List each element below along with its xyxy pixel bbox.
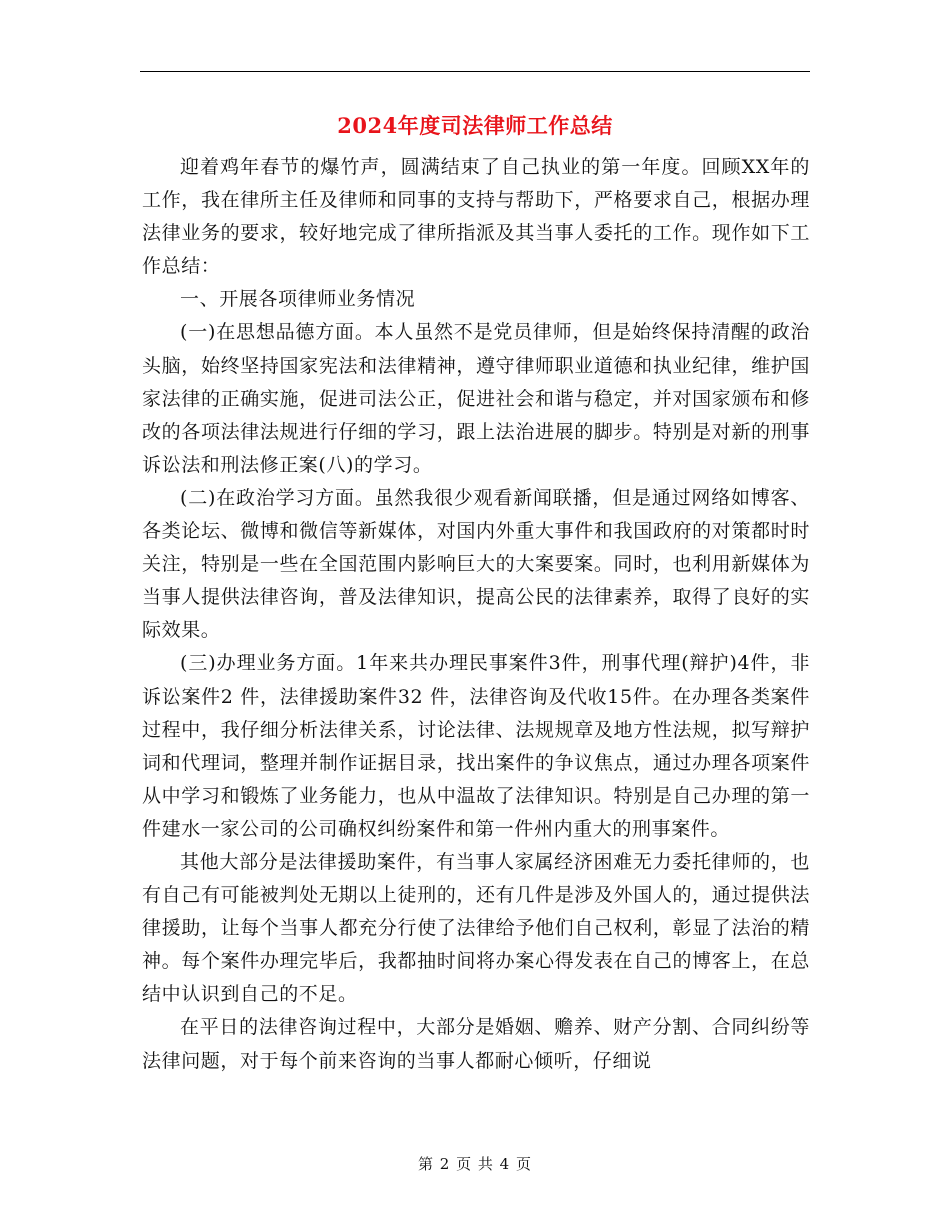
document-title: 2024年度司法律师工作总结 — [337, 113, 613, 138]
page-number: 第 2 页 共 4 页 — [418, 1155, 532, 1173]
paragraph-legal-aid: 其他大部分是法律援助案件，有当事人家属经济困难无力委托律师的，也有自己有可能被判处无期以上徒刑的，还有几件是涉及外国人的，通过提供法律援助，让每个当事人都充分行使了法律给予他们自己权利，彰显了法治的精神。每个案件办理完毕后，我都抽时间将办案心得发表在自己的博客上，在总结中认识到自己的不足。 — [142, 850, 810, 1006]
paragraph-politics: (二)在政治学习方面。虽然我很少观看新闻联播，但是通过网络如博客、各类论坛、微博和微信等新媒体，对国内外重大事件和我国政府的对策都时时关注，特别是一些在全国范围内影响巨大的大案要案。同时，也利用新媒体为当事人提供法律咨询，普及法律知识，提高公民的法律素养，取得了良好的实际效果。 — [142, 486, 810, 642]
header-rule — [140, 71, 810, 72]
paragraph-intro: 迎着鸡年春节的爆竹声，圆满结束了自己执业的第一年度。回顾XX年的工作，我在律所主任及律师和同事的支持与帮助下，严格要求自己，根据办理法律业务的要求，较好地完成了律所指派及其当事人委托的工作。现作如下工作总结： — [142, 156, 810, 278]
section-heading: 一、开展各项律师业务情况 — [180, 288, 416, 311]
paragraph-business: (三)办理业务方面。1年来共办理民事案件3件，刑事代理(辩护)4件，非诉讼案件2 件，法律援助案件32 件，法律咨询及代收15件。在办理各类案件过程中，我仔细分析法律关系，讨论法律、法规规章及地方性法规，拟写辩护词和代理词，整理并制作证据目录，找出案件的争议焦点，通过办理各项案件从中学习和锻炼了业务能力，也从中温故了法律知识。特别是自己办理的第一件建水一家公司的公司确权纠纷案件和第一件州内重大的刑事案件。 — [142, 652, 810, 840]
paragraph-ideology: (一)在思想品德方面。本人虽然不是党员律师，但是始终保持清醒的政治头脑，始终坚持国家宪法和法律精神，遵守律师职业道德和执业纪律，维护国家法律的正确实施，促进司法公正，促进社会和谐与稳定，并对国家颁布和修改的各项法律法规进行仔细的学习，跟上法治进展的脚步。特别是对新的刑事诉讼法和刑法修正案(八)的学习。 — [142, 321, 810, 476]
paragraph-consultation: 在平日的法律咨询过程中，大部分是婚姻、赡养、财产分割、合同纠纷等法律问题，对于每个前来咨询的当事人都耐心倾听，仔细说 — [142, 1016, 810, 1072]
document-body — [142, 151, 810, 1078]
